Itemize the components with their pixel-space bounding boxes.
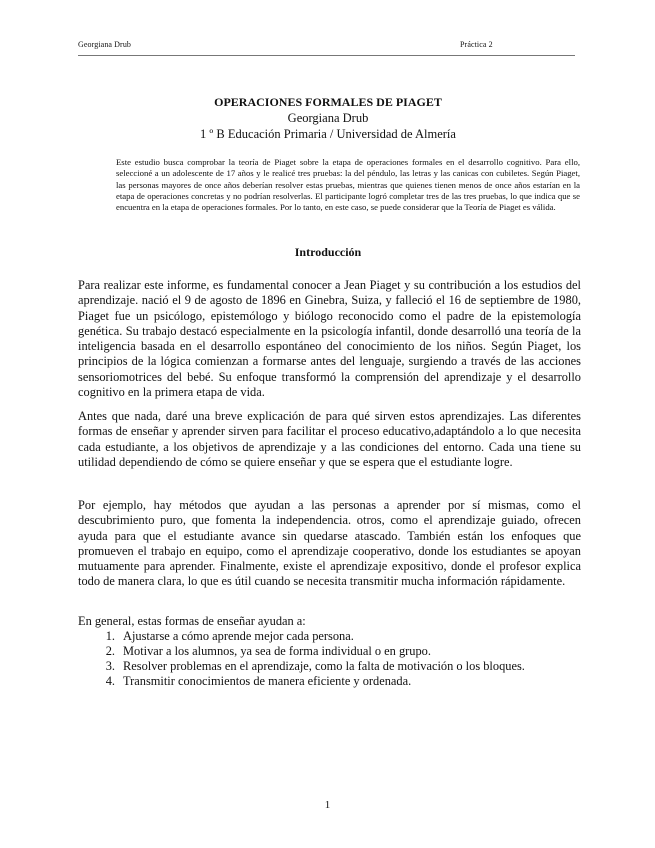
- title-block: [78, 95, 578, 142]
- abstract: Este estudio busca comprobar la teoría de Piaget sobre la etapa de operaciones formales en el desarrollo cognitivo. Para ello, seleccioné a un adolescente de 17 años y le realicé tres pruebas: la del péndulo, las letras y las canicas con cubiletes. Según Piaget, las personas mayores de once años deberían resolver estas pruebas, mientras que quienes tienen menos de once años estarían en la etapa de operaciones concretas y no podrían resolverlas. El participante logró completar tres de las tres pruebas, lo que indica que se encuentra en la etapa de operaciones formales. Por lo tanto, en este caso, se puede considerar que la Teoría de Piaget es válida.: [116, 157, 580, 213]
- header-divider: [78, 55, 575, 56]
- page-number: 1: [324, 799, 331, 811]
- list-item-text: Transmitir conocimientos de manera eficiente y ordenada.: [123, 674, 412, 688]
- list-item: [94, 659, 574, 674]
- list-item-number: 3.: [105, 659, 115, 673]
- paragraph: Antes que nada, daré una breve explicación de para qué sirven estos aprendizajes. Las diferentes formas de enseñar y aprender sirven para facilitar el proceso educativo,adaptándolo a lo que necesita cada estudiante, a los objetivos de aprendizaje y a las condiciones del entorno. Cada una tiene su utilidad dependiendo de cómo se quiere enseñar y que se espera que el estudiante logre.: [78, 409, 581, 469]
- list-item: [94, 674, 574, 689]
- list-item-number: 2.: [105, 644, 115, 658]
- author-name: Georgiana Drub: [287, 111, 369, 125]
- list-item-number: 4.: [105, 674, 115, 688]
- list-item: [94, 629, 574, 644]
- list-item-text: Motivar a los alumnos, ya sea de forma individual o en grupo.: [123, 644, 431, 658]
- list-item-text: Resolver problemas en el aprendizaje, como la falta de motivación o los bloques.: [123, 659, 525, 673]
- header-author: Georgiana Drub: [78, 40, 132, 49]
- paragraph: En general, estas formas de enseñar ayudan a:: [78, 614, 306, 628]
- header-practice: Práctica 2: [460, 40, 493, 49]
- list-item-text: Ajustarse a cómo aprende mejor cada persona.: [123, 629, 354, 643]
- affiliation: 1 º B Educación Primaria / Universidad de Almería: [200, 127, 456, 141]
- list-item: [94, 644, 574, 659]
- paragraph: Por ejemplo, hay métodos que ayudan a las personas a aprender por sí mismas, como el descubrimiento puro, que fomenta la independencia. otros, como el aprendizaje guiado, ofrecen ayuda para que el estudiante avance sin quedarse atascado. También están los enfoques que promueven el trabajo en equipo, como el aprendizaje cooperativo, donde los estudiantes se apoyan mutuamente para aprender. Finalmente, existe el aprendizaje expositivo, donde el profesor explica todo de manera clara, lo que es útil cuando se necesita transmitir mucha información rápidamente.: [78, 498, 581, 589]
- section-heading-introduction: Introducción: [294, 245, 362, 259]
- numbered-list: [94, 629, 574, 689]
- paragraph: Para realizar este informe, es fundamental conocer a Jean Piaget y su contribución a los estudios del aprendizaje. nació el 9 de agosto de 1896 en Ginebra, Suiza, y falleció el 16 de septiembre de 1980, Piaget fue un psicólogo, epistemólogo y biólogo reconocido como el padre de la epistemología genética. Su trabajo destacó especialmente en la psicología infantil, donde desarrolló una teoría de la inteligencia basada en el desarrollo espontáneo del conocimiento de los niños. Según Piaget, los principios de la lógica comienzan a formarse antes del lenguaje, surgiendo a través de las acciones sensoriomotrices del bebé. Su enfoque transformó la comprensión del aprendizaje y el desarrollo cognitivo en la primera etapa de vida.: [78, 278, 581, 400]
- list-item-number: 1.: [105, 629, 115, 643]
- document-title: OPERACIONES FORMALES DE PIAGET: [214, 95, 442, 109]
